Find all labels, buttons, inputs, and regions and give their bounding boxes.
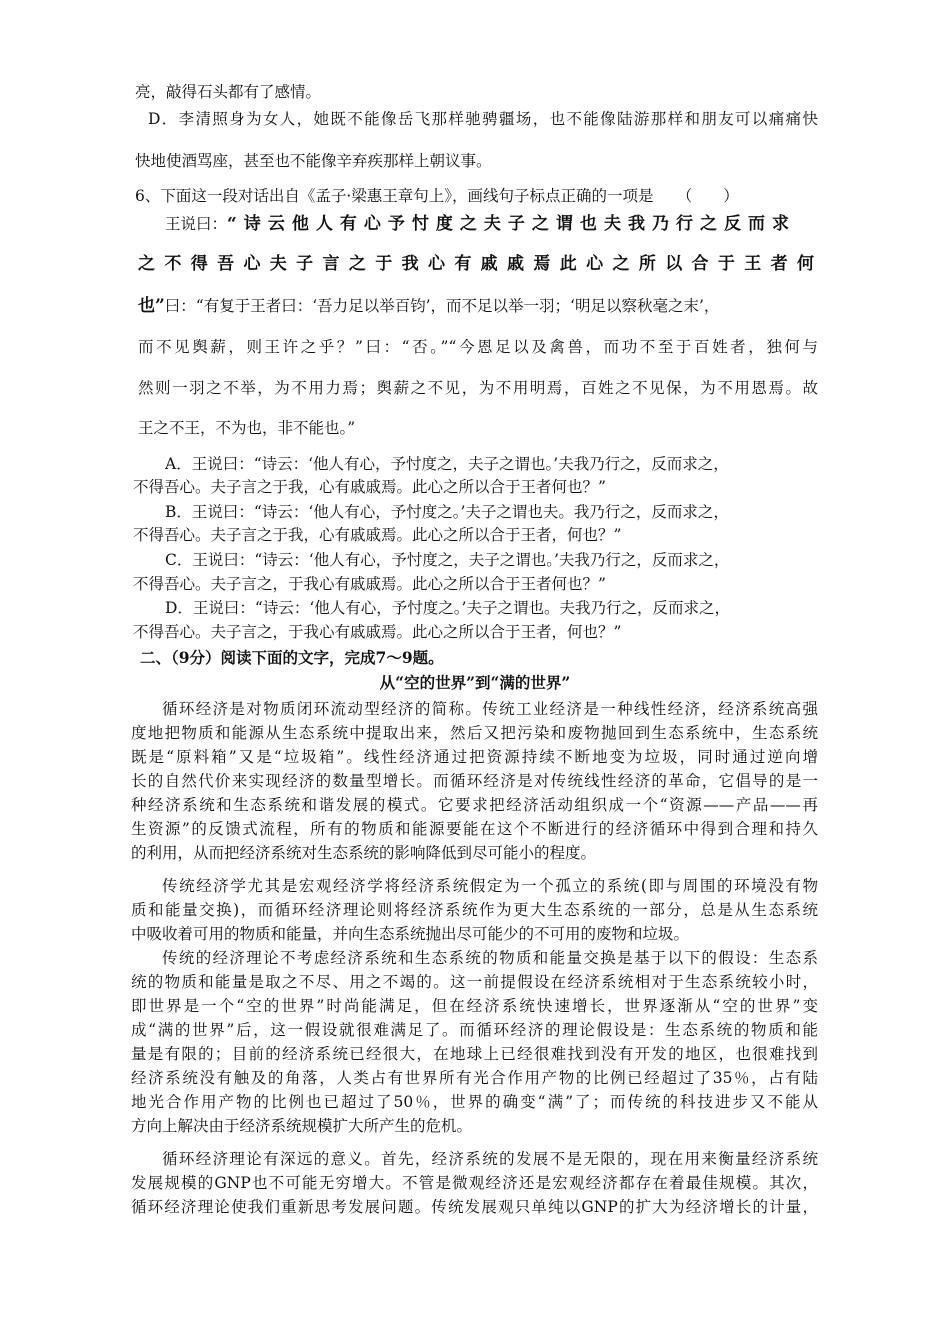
paragraph-1-line1: 循环经济是对物质闭环流动型经济的简称。传统工业经济是一种线性经济，经济系统高强 <box>162 700 818 718</box>
q6-option-a-line1: A．王说曰：“诗云：‘他人有心，予忖度之，夫子之谓也。’夫我乃行之，反而求之， <box>165 455 729 473</box>
q6-underlined-sentence-part2: 之不得吾心夫子言之于我心有戚戚焉此心之所以合于王者何 <box>138 254 818 274</box>
q6-passage-line4: 而不见舆薪，则王许之乎？”曰：“否。”“今恩足以及禽兽，而功不至于百姓者，独何与 <box>138 338 818 356</box>
q5-option-c-tail: 亮，敲得石头都有了感情。 <box>135 83 322 101</box>
q6-option-b-line1: B．王说曰：“诗云：‘他人有心，予忖度之。’夫子之谓也夫。我乃行之，反而求之， <box>165 503 729 521</box>
q6-passage-line3 <box>138 296 719 316</box>
article-title: 从“空的世界”到“满的世界” <box>379 673 571 692</box>
q6-passage-line6: 王之不王，不为也，非不能也。” <box>138 419 356 437</box>
q6-option-c-line1: C．王说曰：“诗云：‘他人有心，予忖度之，夫子之谓也。’夫我乃行之，反而求之， <box>165 551 730 569</box>
q6-passage-line3-rest: 曰：“有复于王者曰：‘吾力足以举百钧’，而不足以举一羽；‘明足以察秋毫之末’， <box>164 297 720 315</box>
q6-option-c-line2: 不得吾心。夫子言之，于我心有戚戚焉。此心之所以合于王者何也？” <box>133 575 606 593</box>
paragraph-3-line1: 传统的经济理论不考虑经济系统和生态系统的物质和能量交换是基于以下的假设：生态系 <box>162 949 818 967</box>
q6-option-a-line2: 不得吾心。夫子言之于我，心有戚戚焉。此心之所以合于王者何也？” <box>133 478 606 496</box>
q6-option-d-line2: 不得吾心。夫子言之，于我心有戚戚焉。此心之所以合于王者，何也？” <box>133 623 622 641</box>
paragraph-1-line5: 种经济系统和生态系统和谐发展的模式。它要求把经济活动组织成一个“资源——产品——再 <box>131 796 818 814</box>
paragraph-1-line3: 既是“原料箱”又是“垃圾箱”。线性经济通过把资源持续不断地变为垃圾，同时通过逆向增 <box>131 748 818 766</box>
paragraph-2-line1: 传统经济学尤其是宏观经济学将经济系统假定为一个孤立的系统(即与周围的环境没有物 <box>162 877 818 895</box>
q6-option-b-line2: 不得吾心。夫子言之于我，心有戚戚焉。此心之所以合于王者，何也？” <box>133 526 622 544</box>
q6-underlined-sentence-part1: “诗云他人有心予忖度之夫子之谓也夫我乃行之反而求 <box>227 214 794 234</box>
paragraph-3-line2: 统的物质和能量是取之不尽、用之不竭的。这一前提假设在经济系统相对于生态系统较小时， <box>131 973 818 991</box>
paragraph-3-line8: 方向上解决由于经济系统规模扩大所产生的危机。 <box>131 1117 473 1135</box>
q6-option-d-line1: D．王说曰：“诗云：‘他人有心，予忖度之。’夫子之谓也。夫我乃行之，反而求之， <box>165 599 730 617</box>
paragraph-3-line5: 量是有限的；目前的经济系统已经很大，在地球上已经很难找到没有开发的地区，也很难找到 <box>131 1045 818 1063</box>
paragraph-4-line1: 循环经济理论有深远的意义。首先，经济系统的发展不是无限的，现在用来衡量经济系统 <box>162 1150 818 1168</box>
q6-passage-prefix: 王说曰： <box>165 215 228 233</box>
paragraph-4-line2: 发展规模的GNP也不可能无穷增大。不管是微观经济还是宏观经济都存在着最佳规模。其次， <box>131 1174 818 1192</box>
paragraph-2-line2: 质和能量交换)，而循环经济理论则将经济系统作为更大生态系统的一部分，总是从生态系统 <box>131 901 818 919</box>
paragraph-3-line7: 地光合作用产物的比例也已超过了50％，世界的确变“满”了；而传统的科技进步又不能从 <box>131 1093 818 1111</box>
q6-underlined-sentence-part3: 也” <box>138 296 165 316</box>
paragraph-3-line4: 成“满的世界”后，这一假设就很难满足了。而循环经济的理论假设是：生态系统的物质和能 <box>131 1021 818 1039</box>
q6-passage-line1 <box>165 214 793 234</box>
paragraph-3-line6: 经济系统没有触及的角落，人类占有世界所有光合作用产物的比例已经超过了35％，占有陆 <box>131 1069 818 1087</box>
paragraph-1-line6: 生资源”的反馈式流程，所有的物质和能源要能在这个不断进行的经济循环中得到合理和持久 <box>131 820 818 838</box>
section-two-heading: 二、（9分）阅读下面的文字，完成7～9题。 <box>140 648 444 667</box>
paragraph-3-line3: 即世界是一个“空的世界”时尚能满足，但在经济系统快速增长，世界逐渐从“空的世界”变 <box>131 997 818 1015</box>
paragraph-1-line7: 的利用，从而把经济系统对生态系统的影响降低到尽可能小的程度。 <box>131 844 597 862</box>
paragraph-2-line3: 中吸收着可用的物质和能量，并向生态系统抛出尽可能少的不可用的废物和垃圾。 <box>131 925 690 943</box>
q5-option-d-line2: 快地使酒骂座，甚至也不能像辛弃疾那样上朝议事。 <box>135 152 492 170</box>
q6-stem: 6、下面这一段对话出自《孟子·梁惠王章句上》，画线句子标点正确的一项是 （ ） <box>135 187 739 205</box>
q5-option-d-line1: D．李清照身为女人，她既不能像岳飞那样驰骋疆场，也不能像陆游那样和朋友可以痛痛快 <box>148 110 818 128</box>
paragraph-4-line3: 循环经济理论使我们重新思考发展问题。传统发展观只单纯以GNP的扩大为经济增长的计量， <box>131 1198 818 1216</box>
paragraph-1-line4: 长的自然代价来实现经济的数量型增长。而循环经济是对传统线性经济的革命，它倡导的是一 <box>131 772 818 790</box>
q6-passage-line5: 然则一羽之不举，为不用力焉；舆薪之不见，为不用明焉，百姓之不见保，为不用恩焉。故 <box>138 379 818 397</box>
paragraph-1-line2: 度地把物质和能源从生态系统中提取出来，然后又把污染和废物抛回到生态系统中，生态系统 <box>131 724 818 742</box>
